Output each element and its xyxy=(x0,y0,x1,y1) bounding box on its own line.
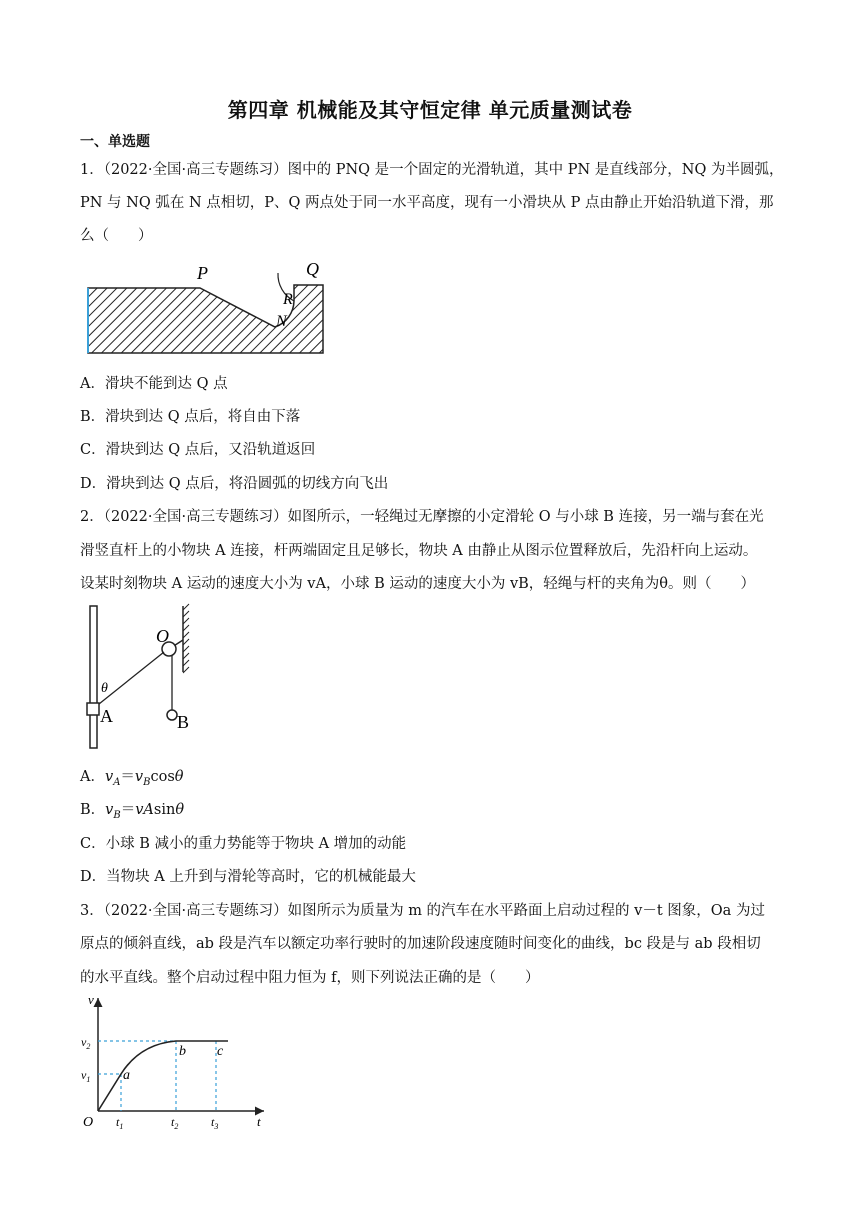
q2-line-1: 2．（2022·全国·高三专题练习）如图所示，一轻绳过无摩擦的小定滑轮 O 与小球 B 连接，另一端与套在光 xyxy=(80,509,764,525)
q3-line-3: 的水平直线。整个启动过程中阻力恒为 f，则下列说法正确的是（ ） xyxy=(80,970,540,986)
section-heading: 一、单选题 xyxy=(80,134,150,150)
q1-line-3: 么（ ） xyxy=(80,228,153,244)
label-a: a xyxy=(123,1068,130,1083)
q2-line-2: 滑竖直杆上的小物块 A 连接，杆两端固定且足够长，物块 A 由静止从图示位置释放后，先沿杆向上运动。 xyxy=(80,543,758,559)
label-p: P xyxy=(197,263,208,283)
q2-option-d: D．当物块 A 上升到与滑轮等高时，它的机械能最大 xyxy=(80,869,416,885)
label-r: R xyxy=(283,291,293,308)
label-b: b xyxy=(179,1044,186,1059)
label-t: t xyxy=(257,1114,261,1129)
q2-line-3: 设某时刻物块 A 运动的速度大小为 vA，小球 B 运动的速度大小为 vB，轻绳与杆的夹角为θ。则（ ） xyxy=(80,576,756,592)
label-o: O xyxy=(156,626,169,646)
label-n: N xyxy=(276,313,287,330)
q1-line-2: PN 与 NQ 弧在 N 点相切，P、Q 两点处于同一水平高度，现有一小滑块从 P 点由静止开始沿轨道下滑，那 xyxy=(80,195,774,211)
q2-option-b: B．$v_B=vAsin\theta$ xyxy=(80,802,185,821)
q3-line-2: 原点的倾斜直线，ab 段是汽车以额定功率行驶时的加速阶段速度随时间变化的曲线，bc 段是与 ab 段相切 xyxy=(80,936,761,952)
q1-option-a: A．滑块不能到达 Q 点 xyxy=(80,376,228,392)
label-v1: $v_1$ xyxy=(81,1068,91,1084)
vt-curve xyxy=(98,1041,228,1111)
label-theta: θ xyxy=(101,681,108,696)
q3-line-1: 3．（2022·全国·高三专题练习）如图所示为质量为 m 的汽车在水平路面上启动过程的 v－t 图象，Oa 为过 xyxy=(80,903,765,919)
q2-pulley-figure xyxy=(80,600,210,755)
label-c: c xyxy=(217,1044,224,1059)
label-v2: $v_2$ xyxy=(81,1035,91,1051)
block-a xyxy=(87,703,99,715)
label-o: O xyxy=(83,1115,94,1130)
q1-track-figure xyxy=(80,255,340,360)
q1-line-1: 1．（2022·全国·高三专题练习）图中的 PNQ 是一个固定的光滑轨道，其中 PN 是直线部分，NQ 为半圆弧， xyxy=(80,162,784,178)
ball-b xyxy=(167,710,177,720)
q2-option-a: A．$v_A=v_B\cos\theta$ xyxy=(80,769,184,788)
q1-option-b: B．滑块到达 Q 点后，将自由下落 xyxy=(80,409,301,425)
label-b: B xyxy=(177,712,190,732)
label-q: Q xyxy=(306,259,319,279)
label-t1: $t_1$ xyxy=(116,1115,124,1131)
label-t3: $t_3$ xyxy=(211,1115,219,1131)
label-t2: $t_2$ xyxy=(171,1115,179,1131)
vertical-rod xyxy=(90,606,97,748)
q1-option-d: D．滑块到达 Q 点后，将沿圆弧的切线方向飞出 xyxy=(80,476,389,492)
label-a: A xyxy=(100,706,113,726)
q1-option-c: C．滑块到达 Q 点后，又沿轨道返回 xyxy=(80,442,316,458)
q3-vt-graph xyxy=(80,992,280,1132)
label-v: v xyxy=(88,992,94,1007)
page-title: 第四章 机械能及其守恒定律 单元质量测试卷 xyxy=(227,98,633,122)
q2-option-c: C．小球 B 减小的重力势能等于物块 A 增加的动能 xyxy=(80,836,407,852)
